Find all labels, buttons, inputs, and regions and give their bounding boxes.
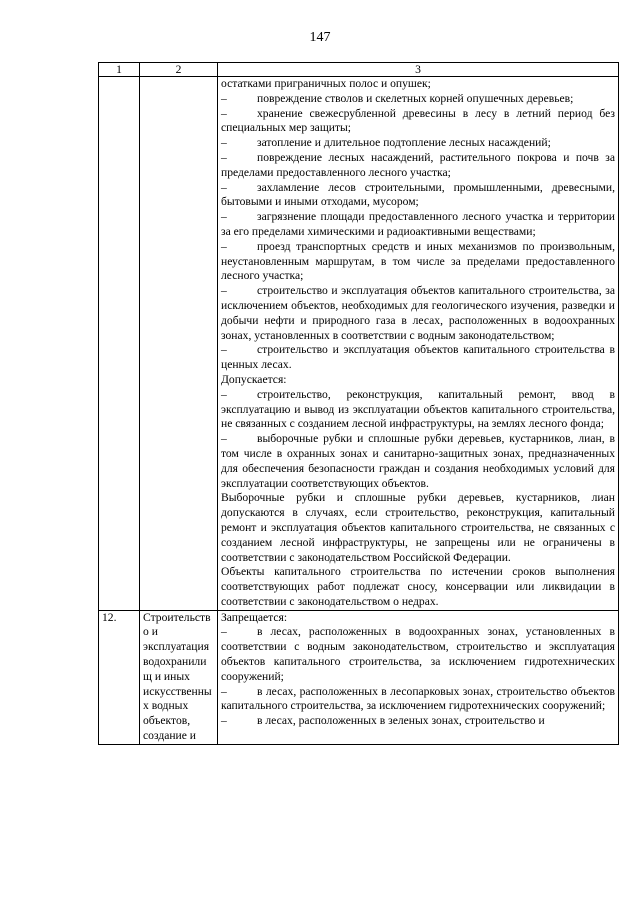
dash-marker: –: [221, 714, 227, 728]
row-name-line: Строительств: [143, 610, 211, 624]
allowed-item: – выборочные рубки и сплошные рубки деревьев, кустарников, лиан, в том числе в охранных зонах и санитарно-защитных зонах, предназначенных для обеспечения безопасности граждан и создания необходимых условий для эксплуатации соответствующих объектов.: [221, 432, 615, 490]
page-number: 147: [309, 30, 331, 45]
dash-marker: –: [221, 387, 227, 401]
forbidden-heading: Запрещается:: [221, 610, 288, 624]
forbidden-item: – проезд транспортных средств и иных механизмов по произвольным, неустановленным маршрутам, в том числе за пределами предоставленного лесного участка;: [221, 239, 615, 283]
dash-marker: –: [221, 343, 227, 357]
forbidden-item: – строительство и эксплуатация объектов капитального строительства, за исключением объектов, необходимых для геологического изучения, разведки и добычи нефти и природного газа в лесах, расположенных в водоохранных зонах, установленных в соответствии с водным законодательством;: [221, 284, 615, 342]
row-name-line: о и: [143, 625, 158, 639]
dash-marker: –: [221, 180, 227, 194]
forbidden-item: – в лесах, расположенных в лесопарковых зонах, строительство объектов капитального строительства, за исключением гидротехнических сооружений;: [221, 684, 615, 713]
allowed-heading: Допускается:: [221, 372, 287, 386]
row-name-line: искусственны: [143, 684, 212, 698]
forbidden-item: – захламление лесов строительными, промышленными, древесными, бытовыми и иными отходами, мусором;: [221, 180, 615, 209]
dash-marker: –: [221, 684, 227, 698]
lead-text: остатками приграничных полос и опушек;: [221, 77, 431, 90]
row-name-line: создание и: [143, 729, 197, 743]
row-name-line: водохранили: [143, 655, 207, 669]
row-name-cell: [140, 77, 218, 611]
forbidden-item: – в лесах, расположенных в зеленых зонах, строительство и: [221, 714, 545, 728]
dash-marker: –: [221, 91, 227, 105]
row-name-line: щ и иных: [143, 669, 190, 683]
dash-marker: –: [221, 150, 227, 164]
row-number-cell: [99, 77, 140, 611]
row-content-cell: [218, 610, 619, 744]
forbidden-item: – затопление и длительное подтопление лесных насаждений;: [221, 136, 551, 150]
row-content-cell: [218, 77, 619, 611]
row-name-line: объектов,: [143, 714, 191, 728]
dash-marker: –: [221, 625, 227, 639]
row-name-line: х водных: [143, 699, 189, 713]
closing-paragraph: Объекты капитального строительства по истечении сроков выполнения соответствующих работ подлежат сносу, консервации или ликвидации в соответствии с законодательством о недрах.: [221, 565, 615, 608]
allowed-item: – строительство, реконструкция, капитальный ремонт, ввод в эксплуатацию и вывод из эксплуатации объектов капитального строительства, не связанных с созданием лесной инфраструктуры, на землях лесного фонда;: [221, 387, 615, 431]
dash-marker: –: [221, 210, 227, 224]
closing-paragraph: Выборочные рубки и сплошные рубки деревьев, кустарников, лиан допускаются в случаях, если строительство, реконструкция, капитальный ремонт и эксплуатация объектов капитального строительства, не связанных с созданием лесной инфраструктуры, не запрещены или не ограничены в соответствии с законодательством Российской Федерации.: [221, 491, 615, 564]
row-name-line: эксплуатация: [143, 640, 210, 654]
forbidden-item: – хранение свежесрубленной древесины в лесу в летний период без специальных мер защиты;: [221, 106, 615, 135]
dash-marker: –: [221, 106, 227, 120]
forbidden-item: – повреждение лесных насаждений, растительного покрова и почв за пределами предоставленного лесного участка;: [221, 150, 615, 179]
table-row-12: [99, 610, 619, 744]
dash-marker: –: [221, 432, 227, 446]
forbidden-item: – в лесах, расположенных в водоохранных зонах, установленных в соответствии с водным законодательством, строительство и эксплуатация объектов капитального строительства, за исключением гидротехнических сооружений;: [221, 625, 615, 683]
table-row-continued: [99, 77, 619, 611]
row-number-cell: 12.: [99, 610, 140, 744]
row-name-cell: [140, 610, 218, 744]
column-header-2: 2: [140, 63, 218, 77]
forbidden-item: – строительство и эксплуатация объектов капитального строительства в ценных лесах.: [221, 343, 615, 372]
column-header-1: 1: [99, 63, 140, 77]
forbidden-item: – загрязнение площади предоставленного лесного участка и территории за его пределами химическими и радиоактивными веществами;: [221, 210, 615, 238]
forbidden-item: – повреждение стволов и скелетных корней опушечных деревьев;: [221, 91, 574, 105]
regulations-table: [98, 62, 619, 745]
column-header-row: [99, 63, 619, 77]
dash-marker: –: [221, 284, 227, 298]
column-header-3: 3: [218, 63, 619, 77]
dash-marker: –: [221, 136, 227, 150]
dash-marker: –: [221, 239, 227, 253]
